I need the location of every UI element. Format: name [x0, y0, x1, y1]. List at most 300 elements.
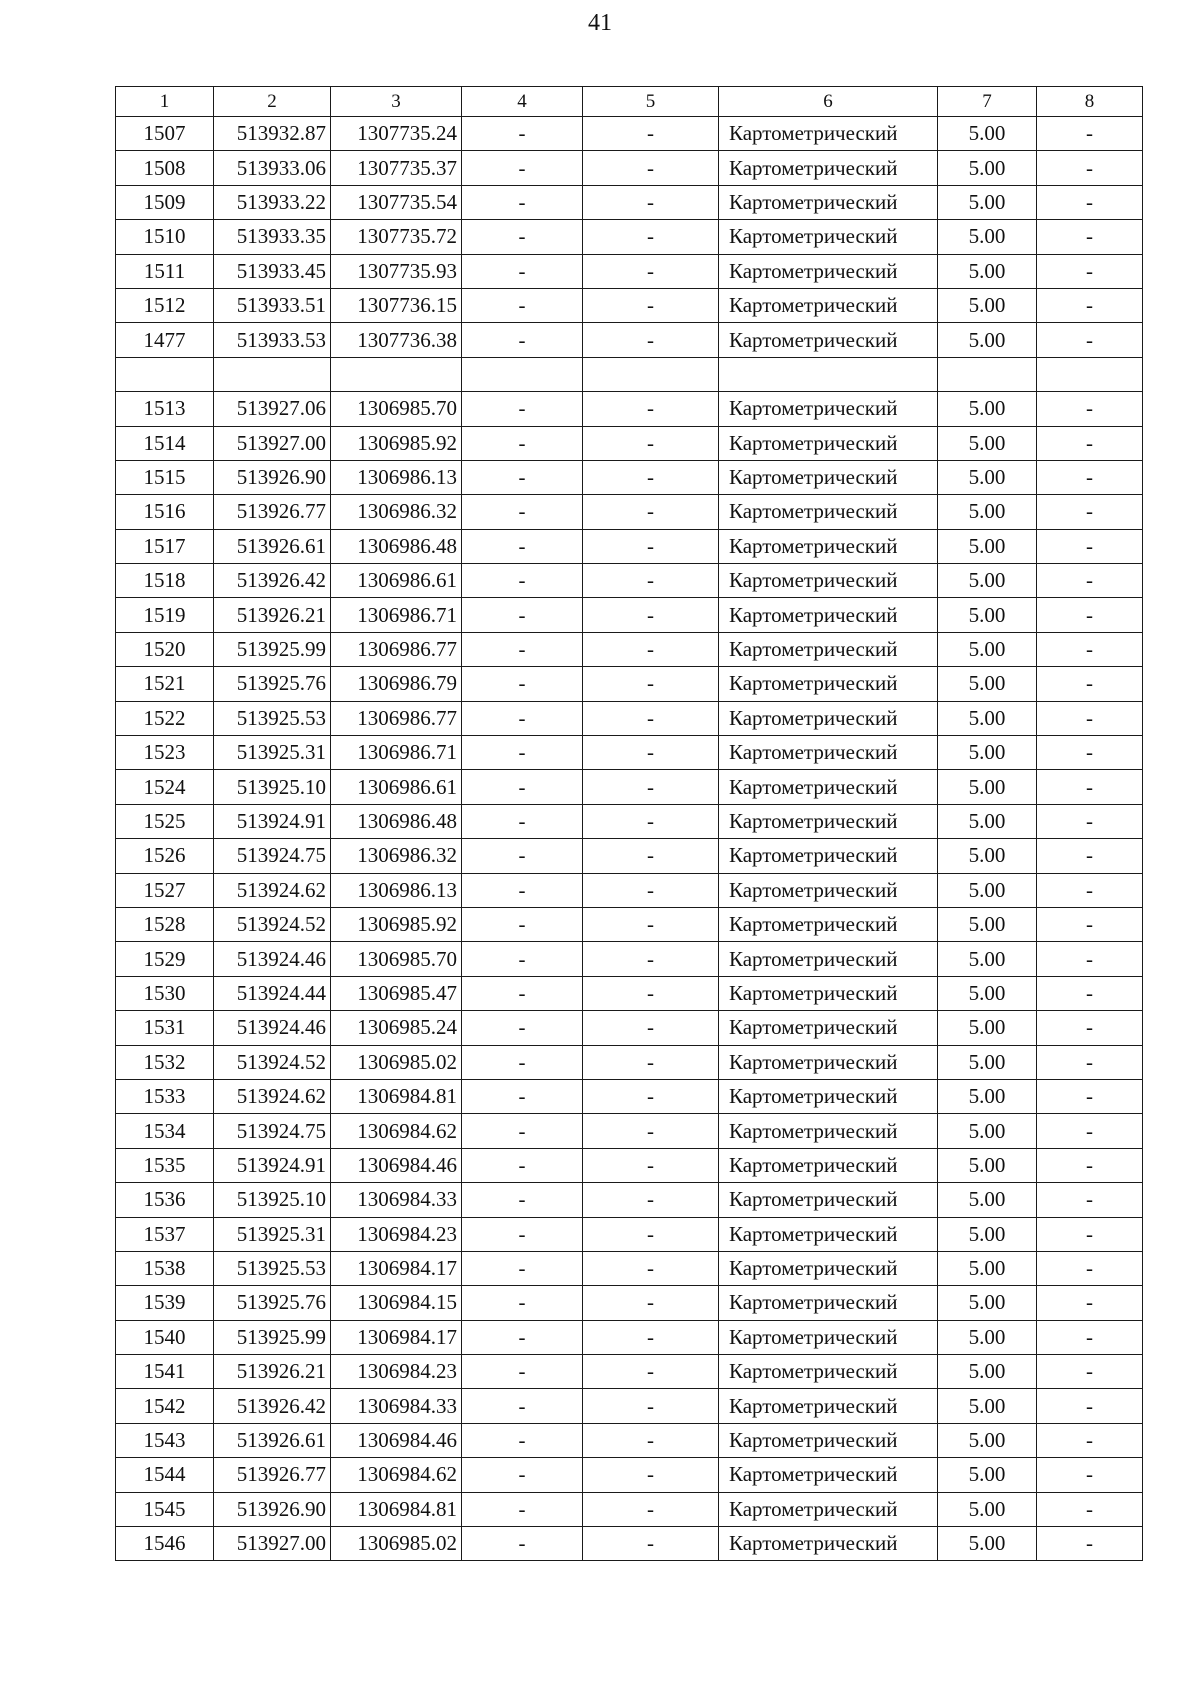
- cell-col-8-value: -: [1037, 1114, 1143, 1148]
- cell-coordinate-y: 1306985.70: [331, 392, 462, 426]
- cell-point-number: 1531: [116, 1011, 214, 1045]
- table-row: [116, 942, 1143, 976]
- cell-accuracy: 5.00: [938, 185, 1037, 219]
- cell-col-5-value: -: [583, 701, 719, 735]
- cell-accuracy: 5.00: [938, 117, 1037, 151]
- cell-col-5-value: -: [583, 976, 719, 1010]
- cell-coordinate-y: 1306984.33: [331, 1183, 462, 1217]
- cell-coordinate-y: 1306986.48: [331, 804, 462, 838]
- cell-coordinate-x: 513924.62: [214, 873, 331, 907]
- cell-col-4-value: -: [462, 220, 583, 254]
- table-row: [116, 873, 1143, 907]
- cell-col-8-value: -: [1037, 288, 1143, 322]
- table-row: [116, 117, 1143, 151]
- cell-coordinate-y: 1306986.77: [331, 701, 462, 735]
- cell-accuracy: 5.00: [938, 254, 1037, 288]
- cell-method: Картометрический: [719, 185, 938, 219]
- table-row: [116, 1355, 1143, 1389]
- cell-col-8-value: -: [1037, 804, 1143, 838]
- cell-point-number: 1510: [116, 220, 214, 254]
- cell-col-4-value: -: [462, 804, 583, 838]
- cell-method: Картометрический: [719, 1355, 938, 1389]
- cell-point-number: 1545: [116, 1492, 214, 1526]
- cell-point-number: 1529: [116, 942, 214, 976]
- cell-coordinate-y: 1306984.33: [331, 1389, 462, 1423]
- table-row: [116, 1320, 1143, 1354]
- cell-coordinate-x: 513926.90: [214, 460, 331, 494]
- cell-method: Картометрический: [719, 1389, 938, 1423]
- cell-coordinate-y: 1306984.46: [331, 1148, 462, 1182]
- cell-col-8-value: -: [1037, 839, 1143, 873]
- cell-method: Картометрический: [719, 1148, 938, 1182]
- cell-col-8-value: -: [1037, 1286, 1143, 1320]
- cell-accuracy: 5.00: [938, 1389, 1037, 1423]
- cell-col-4-value: -: [462, 1492, 583, 1526]
- table-row: [116, 1286, 1143, 1320]
- cell-method: Картометрический: [719, 529, 938, 563]
- cell-point-number: 1514: [116, 426, 214, 460]
- cell-col-4-value: -: [462, 460, 583, 494]
- cell-accuracy: 5.00: [938, 392, 1037, 426]
- cell-point-number: 1516: [116, 495, 214, 529]
- table-row: [116, 770, 1143, 804]
- cell-col-4-value: -: [462, 392, 583, 426]
- cell-method: Картометрический: [719, 976, 938, 1010]
- cell-col-5-value: -: [583, 323, 719, 357]
- cell-accuracy: 5.00: [938, 1114, 1037, 1148]
- cell-col-5-value: [583, 357, 719, 391]
- cell-coordinate-y: 1306984.81: [331, 1079, 462, 1113]
- cell-coordinate-x: 513924.91: [214, 1148, 331, 1182]
- cell-col-4-value: -: [462, 632, 583, 666]
- cell-coordinate-x: 513925.99: [214, 1320, 331, 1354]
- cell-point-number: 1542: [116, 1389, 214, 1423]
- column-header: 3: [331, 87, 462, 117]
- cell-coordinate-x: 513925.76: [214, 667, 331, 701]
- cell-col-8-value: -: [1037, 1251, 1143, 1285]
- cell-coordinate-y: 1306984.23: [331, 1217, 462, 1251]
- cell-method: Картометрический: [719, 288, 938, 322]
- cell-col-8-value: -: [1037, 770, 1143, 804]
- cell-coordinate-x: 513926.21: [214, 598, 331, 632]
- cell-method: Картометрический: [719, 632, 938, 666]
- cell-accuracy: 5.00: [938, 839, 1037, 873]
- cell-point-number: 1528: [116, 907, 214, 941]
- cell-accuracy: 5.00: [938, 460, 1037, 494]
- cell-col-5-value: -: [583, 1320, 719, 1354]
- cell-col-8-value: -: [1037, 1045, 1143, 1079]
- cell-col-5-value: -: [583, 392, 719, 426]
- cell-col-5-value: -: [583, 736, 719, 770]
- cell-method: Картометрический: [719, 667, 938, 701]
- table-row: [116, 1079, 1143, 1113]
- cell-point-number: 1540: [116, 1320, 214, 1354]
- table-row: [116, 254, 1143, 288]
- table-row: [116, 598, 1143, 632]
- cell-accuracy: 5.00: [938, 907, 1037, 941]
- cell-point-number: 1518: [116, 564, 214, 598]
- table-row: [116, 426, 1143, 460]
- table-row: [116, 1217, 1143, 1251]
- cell-col-4-value: -: [462, 1527, 583, 1561]
- cell-col-8-value: -: [1037, 1217, 1143, 1251]
- table-row: [116, 1114, 1143, 1148]
- cell-col-5-value: -: [583, 1183, 719, 1217]
- cell-point-number: 1513: [116, 392, 214, 426]
- cell-col-5-value: -: [583, 804, 719, 838]
- cell-method: Картометрический: [719, 117, 938, 151]
- cell-point-number: [116, 357, 214, 391]
- cell-point-number: 1538: [116, 1251, 214, 1285]
- column-header: 7: [938, 87, 1037, 117]
- cell-coordinate-y: 1306984.81: [331, 1492, 462, 1526]
- table-header-row: [116, 87, 1143, 117]
- cell-col-5-value: -: [583, 873, 719, 907]
- cell-coordinate-x: 513926.42: [214, 564, 331, 598]
- cell-col-8-value: [1037, 357, 1143, 391]
- cell-col-4-value: -: [462, 529, 583, 563]
- column-header: 8: [1037, 87, 1143, 117]
- cell-col-8-value: -: [1037, 1183, 1143, 1217]
- cell-col-4-value: -: [462, 1251, 583, 1285]
- cell-coordinate-x: 513926.77: [214, 1458, 331, 1492]
- cell-col-8-value: -: [1037, 426, 1143, 460]
- cell-col-4-value: -: [462, 873, 583, 907]
- cell-col-5-value: -: [583, 632, 719, 666]
- cell-method: Картометрический: [719, 1251, 938, 1285]
- cell-accuracy: 5.00: [938, 873, 1037, 907]
- cell-coordinate-y: 1307736.15: [331, 288, 462, 322]
- cell-point-number: 1521: [116, 667, 214, 701]
- cell-col-8-value: -: [1037, 1148, 1143, 1182]
- cell-col-4-value: -: [462, 770, 583, 804]
- cell-col-4-value: -: [462, 1183, 583, 1217]
- table-row: [116, 736, 1143, 770]
- cell-col-5-value: -: [583, 426, 719, 460]
- cell-coordinate-x: 513926.61: [214, 1423, 331, 1457]
- cell-coordinate-x: 513925.10: [214, 1183, 331, 1217]
- cell-coordinate-y: 1306986.48: [331, 529, 462, 563]
- cell-point-number: 1533: [116, 1079, 214, 1113]
- cell-col-8-value: -: [1037, 1355, 1143, 1389]
- cell-accuracy: 5.00: [938, 1458, 1037, 1492]
- cell-coordinate-x: 513933.53: [214, 323, 331, 357]
- cell-col-5-value: -: [583, 1045, 719, 1079]
- cell-coordinate-y: 1307735.37: [331, 151, 462, 185]
- cell-coordinate-x: [214, 357, 331, 391]
- cell-method: Картометрический: [719, 736, 938, 770]
- cell-col-5-value: -: [583, 907, 719, 941]
- cell-col-5-value: -: [583, 220, 719, 254]
- cell-col-5-value: -: [583, 564, 719, 598]
- cell-col-4-value: -: [462, 323, 583, 357]
- cell-coordinate-x: 513927.00: [214, 1527, 331, 1561]
- cell-coordinate-x: 513924.46: [214, 1011, 331, 1045]
- cell-col-4-value: -: [462, 1148, 583, 1182]
- cell-col-4-value: -: [462, 426, 583, 460]
- cell-col-8-value: -: [1037, 151, 1143, 185]
- cell-accuracy: 5.00: [938, 804, 1037, 838]
- cell-accuracy: 5.00: [938, 1527, 1037, 1561]
- cell-col-8-value: -: [1037, 736, 1143, 770]
- cell-accuracy: [938, 357, 1037, 391]
- cell-col-8-value: -: [1037, 907, 1143, 941]
- cell-col-5-value: -: [583, 1286, 719, 1320]
- cell-col-4-value: -: [462, 151, 583, 185]
- cell-accuracy: 5.00: [938, 1079, 1037, 1113]
- coordinates-table: [115, 86, 1143, 1561]
- cell-point-number: 1507: [116, 117, 214, 151]
- cell-coordinate-x: 513933.51: [214, 288, 331, 322]
- cell-col-5-value: -: [583, 288, 719, 322]
- cell-accuracy: 5.00: [938, 1183, 1037, 1217]
- table-row: [116, 495, 1143, 529]
- cell-col-8-value: -: [1037, 323, 1143, 357]
- cell-coordinate-x: 513924.75: [214, 839, 331, 873]
- cell-col-5-value: -: [583, 942, 719, 976]
- cell-accuracy: 5.00: [938, 976, 1037, 1010]
- cell-point-number: 1525: [116, 804, 214, 838]
- cell-point-number: 1522: [116, 701, 214, 735]
- cell-col-4-value: -: [462, 907, 583, 941]
- cell-col-5-value: -: [583, 460, 719, 494]
- cell-col-4-value: -: [462, 1045, 583, 1079]
- cell-coordinate-x: 513925.31: [214, 736, 331, 770]
- cell-coordinate-y: 1306984.17: [331, 1320, 462, 1354]
- table-row: [116, 839, 1143, 873]
- cell-col-8-value: -: [1037, 1527, 1143, 1561]
- cell-method: Картометрический: [719, 1423, 938, 1457]
- cell-col-5-value: -: [583, 1389, 719, 1423]
- cell-coordinate-x: 513925.53: [214, 1251, 331, 1285]
- table-row: [116, 1492, 1143, 1526]
- cell-method: Картометрический: [719, 1114, 938, 1148]
- cell-col-8-value: -: [1037, 873, 1143, 907]
- cell-method: Картометрический: [719, 1183, 938, 1217]
- cell-method: Картометрический: [719, 426, 938, 460]
- cell-col-8-value: -: [1037, 942, 1143, 976]
- table-row: [116, 564, 1143, 598]
- cell-point-number: 1536: [116, 1183, 214, 1217]
- table-row: [116, 1251, 1143, 1285]
- cell-col-5-value: -: [583, 1148, 719, 1182]
- cell-coordinate-y: 1306986.32: [331, 495, 462, 529]
- cell-coordinate-x: 513933.45: [214, 254, 331, 288]
- table-row: [116, 976, 1143, 1010]
- cell-accuracy: 5.00: [938, 770, 1037, 804]
- column-header: 1: [116, 87, 214, 117]
- cell-coordinate-x: 513925.99: [214, 632, 331, 666]
- table-row: [116, 667, 1143, 701]
- table-row: [116, 1527, 1143, 1561]
- cell-method: Картометрический: [719, 598, 938, 632]
- cell-point-number: 1532: [116, 1045, 214, 1079]
- cell-coordinate-x: 513924.62: [214, 1079, 331, 1113]
- cell-method: Картометрический: [719, 254, 938, 288]
- cell-coordinate-x: 513927.06: [214, 392, 331, 426]
- cell-point-number: 1546: [116, 1527, 214, 1561]
- cell-col-4-value: -: [462, 667, 583, 701]
- cell-method: Картометрический: [719, 151, 938, 185]
- cell-coordinate-x: 513932.87: [214, 117, 331, 151]
- cell-coordinate-y: 1306984.62: [331, 1114, 462, 1148]
- cell-point-number: 1512: [116, 288, 214, 322]
- cell-accuracy: 5.00: [938, 632, 1037, 666]
- cell-coordinate-y: 1306986.71: [331, 736, 462, 770]
- table-row: [116, 804, 1143, 838]
- table-row: [116, 1011, 1143, 1045]
- cell-col-5-value: -: [583, 667, 719, 701]
- table-row: [116, 460, 1143, 494]
- cell-coordinate-x: 513933.35: [214, 220, 331, 254]
- cell-coordinate-x: 513926.61: [214, 529, 331, 563]
- cell-col-5-value: -: [583, 185, 719, 219]
- cell-col-8-value: -: [1037, 1389, 1143, 1423]
- cell-accuracy: 5.00: [938, 288, 1037, 322]
- cell-accuracy: 5.00: [938, 1320, 1037, 1354]
- cell-coordinate-x: 513924.91: [214, 804, 331, 838]
- cell-col-4-value: -: [462, 185, 583, 219]
- cell-coordinate-y: 1306986.71: [331, 598, 462, 632]
- cell-col-8-value: -: [1037, 667, 1143, 701]
- cell-col-5-value: -: [583, 1458, 719, 1492]
- cell-col-4-value: -: [462, 564, 583, 598]
- cell-method: Картометрический: [719, 323, 938, 357]
- cell-point-number: 1544: [116, 1458, 214, 1492]
- cell-coordinate-y: 1306985.47: [331, 976, 462, 1010]
- cell-col-8-value: -: [1037, 1079, 1143, 1113]
- cell-coordinate-x: 513933.06: [214, 151, 331, 185]
- cell-col-4-value: -: [462, 1286, 583, 1320]
- cell-point-number: 1535: [116, 1148, 214, 1182]
- table-row: [116, 185, 1143, 219]
- cell-col-4-value: -: [462, 701, 583, 735]
- table-row: [116, 907, 1143, 941]
- cell-col-8-value: -: [1037, 220, 1143, 254]
- column-header: 5: [583, 87, 719, 117]
- page-number: 41: [588, 10, 612, 36]
- cell-method: Картометрический: [719, 907, 938, 941]
- cell-point-number: 1517: [116, 529, 214, 563]
- cell-col-4-value: -: [462, 1355, 583, 1389]
- cell-coordinate-y: 1306985.02: [331, 1527, 462, 1561]
- cell-accuracy: 5.00: [938, 1355, 1037, 1389]
- cell-col-8-value: -: [1037, 564, 1143, 598]
- cell-coordinate-x: 513924.52: [214, 1045, 331, 1079]
- cell-method: Картометрический: [719, 460, 938, 494]
- table-row: [116, 392, 1143, 426]
- cell-coordinate-y: 1306985.92: [331, 907, 462, 941]
- cell-accuracy: 5.00: [938, 529, 1037, 563]
- cell-point-number: 1508: [116, 151, 214, 185]
- cell-coordinate-y: 1307736.38: [331, 323, 462, 357]
- cell-col-4-value: -: [462, 1423, 583, 1457]
- cell-method: Картометрический: [719, 392, 938, 426]
- cell-col-5-value: -: [583, 1492, 719, 1526]
- cell-col-8-value: -: [1037, 1423, 1143, 1457]
- cell-col-5-value: -: [583, 151, 719, 185]
- cell-col-4-value: -: [462, 839, 583, 873]
- cell-col-5-value: -: [583, 1251, 719, 1285]
- cell-point-number: 1477: [116, 323, 214, 357]
- table-row: [116, 1045, 1143, 1079]
- cell-point-number: 1537: [116, 1217, 214, 1251]
- cell-coordinate-y: 1306985.02: [331, 1045, 462, 1079]
- cell-coordinate-x: 513925.53: [214, 701, 331, 735]
- cell-accuracy: 5.00: [938, 736, 1037, 770]
- cell-method: Картометрический: [719, 1492, 938, 1526]
- cell-coordinate-x: 513925.31: [214, 1217, 331, 1251]
- cell-accuracy: 5.00: [938, 1148, 1037, 1182]
- cell-point-number: 1534: [116, 1114, 214, 1148]
- table-row-blank: [116, 357, 1143, 391]
- cell-point-number: 1511: [116, 254, 214, 288]
- cell-coordinate-y: 1306986.13: [331, 873, 462, 907]
- cell-coordinate-y: 1306986.32: [331, 839, 462, 873]
- cell-accuracy: 5.00: [938, 1492, 1037, 1526]
- cell-coordinate-y: 1306986.79: [331, 667, 462, 701]
- cell-col-5-value: -: [583, 1527, 719, 1561]
- cell-method: Картометрический: [719, 1527, 938, 1561]
- cell-col-4-value: [462, 357, 583, 391]
- cell-col-5-value: -: [583, 529, 719, 563]
- cell-point-number: 1524: [116, 770, 214, 804]
- cell-accuracy: 5.00: [938, 942, 1037, 976]
- cell-col-4-value: -: [462, 1217, 583, 1251]
- cell-accuracy: 5.00: [938, 495, 1037, 529]
- cell-coordinate-x: 513924.44: [214, 976, 331, 1010]
- cell-method: Картометрический: [719, 873, 938, 907]
- cell-col-5-value: -: [583, 1079, 719, 1113]
- cell-point-number: 1541: [116, 1355, 214, 1389]
- cell-coordinate-x: 513924.52: [214, 907, 331, 941]
- cell-col-8-value: -: [1037, 701, 1143, 735]
- cell-col-5-value: -: [583, 770, 719, 804]
- cell-coordinate-y: 1306986.77: [331, 632, 462, 666]
- cell-method: Картометрический: [719, 804, 938, 838]
- cell-method: Картометрический: [719, 495, 938, 529]
- cell-col-8-value: -: [1037, 1011, 1143, 1045]
- cell-coordinate-x: 513924.46: [214, 942, 331, 976]
- column-header: 4: [462, 87, 583, 117]
- cell-col-4-value: -: [462, 942, 583, 976]
- cell-accuracy: 5.00: [938, 1251, 1037, 1285]
- table-row: [116, 151, 1143, 185]
- cell-col-8-value: -: [1037, 185, 1143, 219]
- cell-point-number: 1527: [116, 873, 214, 907]
- cell-col-5-value: -: [583, 1217, 719, 1251]
- cell-col-8-value: -: [1037, 117, 1143, 151]
- cell-coordinate-y: 1306984.46: [331, 1423, 462, 1457]
- cell-coordinate-x: 513927.00: [214, 426, 331, 460]
- cell-col-5-value: -: [583, 598, 719, 632]
- cell-point-number: 1515: [116, 460, 214, 494]
- cell-coordinate-x: 513926.42: [214, 1389, 331, 1423]
- cell-coordinate-y: 1306986.61: [331, 564, 462, 598]
- cell-method: Картометрический: [719, 564, 938, 598]
- cell-method: Картометрический: [719, 1011, 938, 1045]
- cell-col-8-value: -: [1037, 392, 1143, 426]
- cell-col-5-value: -: [583, 117, 719, 151]
- table-row: [116, 288, 1143, 322]
- cell-accuracy: 5.00: [938, 564, 1037, 598]
- cell-coordinate-x: 513933.22: [214, 185, 331, 219]
- cell-col-4-value: -: [462, 288, 583, 322]
- cell-point-number: 1523: [116, 736, 214, 770]
- cell-point-number: 1509: [116, 185, 214, 219]
- cell-col-8-value: -: [1037, 1320, 1143, 1354]
- cell-col-8-value: -: [1037, 254, 1143, 288]
